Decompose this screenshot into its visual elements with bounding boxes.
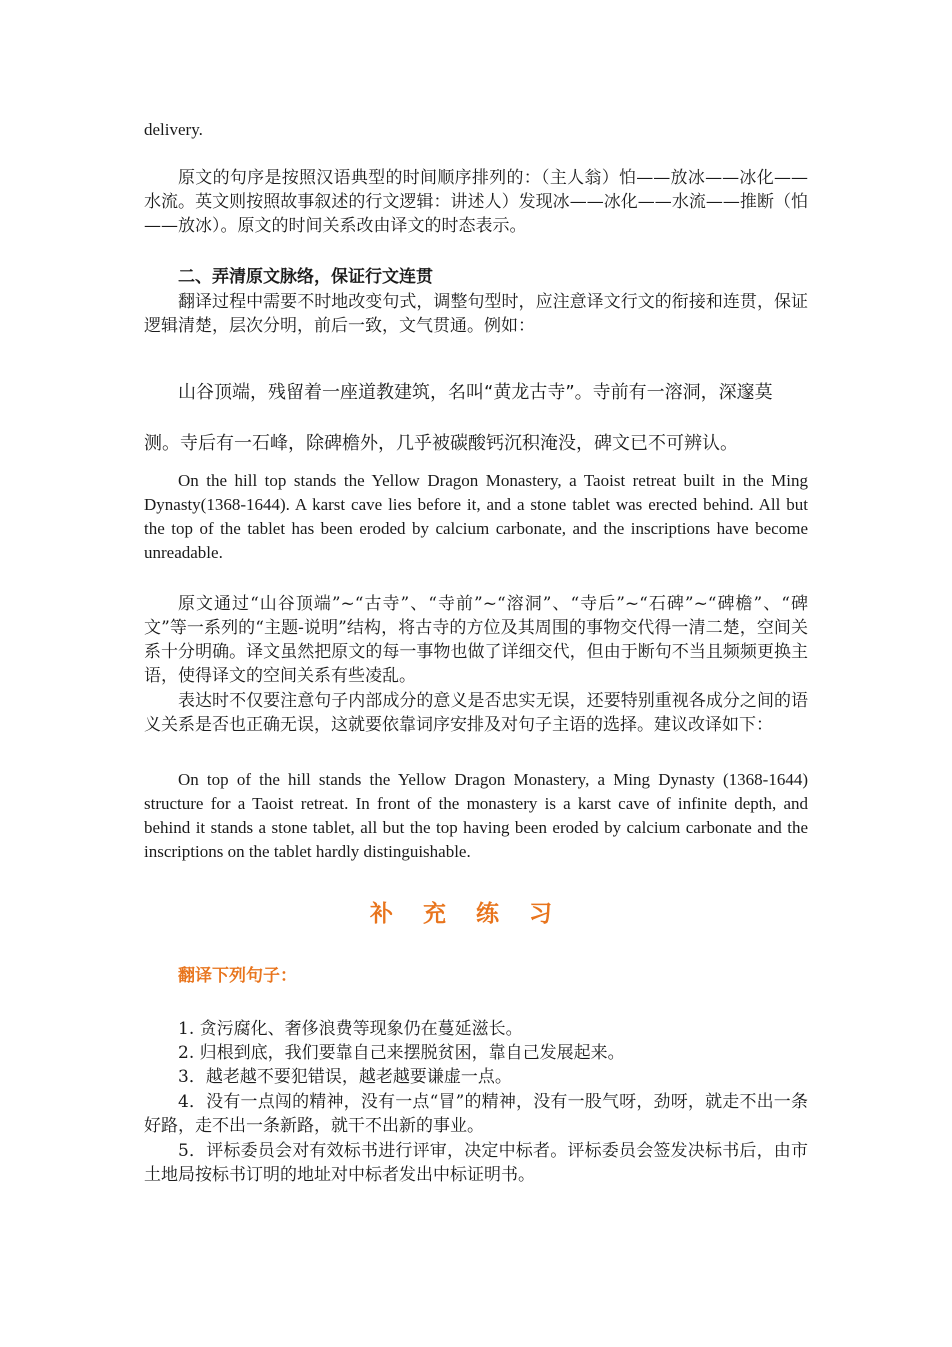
translation-paragraph-1: On the hill top stands the Yellow Dragon Monastery, a Taoist retreat built in the Ming Dynasty(1368-1644). A karst cave lies before it, and a stone tablet was erected behind. All but the top of the tablet has been eroded by calcium carbonate, and the inscriptions have become unreadable.: [144, 471, 808, 562]
example-line-1: 山谷顶端，残留着一座道教建筑，名叫“黄龙古寺”。寺前有一溶洞，深邃莫: [178, 382, 773, 403]
translation-paragraph-2: On top of the hill stands the Yellow Dragon Monastery, a Ming Dynasty (1368-1644) structure for a Taoist retreat. In front of the monastery is a karst cave of infinite depth, and behind it stands a stone tablet, all but the top having been eroded by calcium carbonate and the inscriptions on the tablet hardly distinguishable.: [144, 770, 808, 861]
exercise-item-5: 5．评标委员会对有效标书进行评审，决定中标者。评标委员会签发决标书后，由市土地局按标书订明的地址对中标者发出中标证明书。: [144, 1141, 808, 1185]
delivery-text: delivery.: [144, 120, 203, 139]
exercise-item-3: 3．越老越不要犯错误，越老越要谦虚一点。: [178, 1067, 512, 1087]
exercises-title: 补充练习: [370, 901, 582, 927]
exercise-item-2: 2. 归根到底，我们要靠自己来摆脱贫困，靠自己发展起来。: [178, 1043, 625, 1063]
analysis-paragraph: 原文通过“山谷顶端”~“古寺”、“寺前”~“溶洞”、“寺后”~“石碑”~“碑檐”、“碑文”等一系列的“主题-说明”结构，将古寺的方位及其周围的事物交代得一清二楚，空间关系十分明确。译文虽然把原文的每一事物也做了详细交代，但由于断句不当且频频更换主语，使得译文的空间关系有些凌乱。: [144, 594, 808, 686]
section-heading: 二、弄清原文脉络，保证行文连贯: [178, 267, 433, 287]
exercises-subtitle: 翻译下列句子：: [178, 966, 297, 986]
example-line-2: 测。寺后有一石峰，除碑檐外，几乎被碳酸钙沉积淹没，碑文已不可辨认。: [144, 433, 738, 454]
advice-paragraph: 表达时不仅要注意句子内部成分的意义是否忠实无误，还要特别重视各成分之间的语义关系是否也正确无误，这就要依靠词序安排及对句子主语的选择。建议改译如下：: [144, 691, 808, 735]
exercise-item-1: 1. 贪污腐化、奢侈浪费等现象仍在蔓延滋长。: [178, 1019, 523, 1039]
exercise-item-4: 4．没有一点闯的精神，没有一点“冒”的精神，没有一股气呀，劲呀，就走不出一条好路，走不出一条新路，就干不出新的事业。: [144, 1092, 808, 1136]
section-intro-paragraph: 翻译过程中需要不时地改变句式，调整句型时，应注意译文行文的衔接和连贯，保证逻辑清楚，层次分明，前后一致，文气贯通。例如：: [144, 292, 808, 336]
time-order-paragraph: 原文的句序是按照汉语典型的时间顺序排列的：（主人翁）怕——放冰——冰化——水流。英文则按照故事叙述的行文逻辑：讲述人）发现冰——冰化——水流——推断（怕——放冰）。原文的时间关系改由译文的时态表示。: [144, 168, 808, 236]
